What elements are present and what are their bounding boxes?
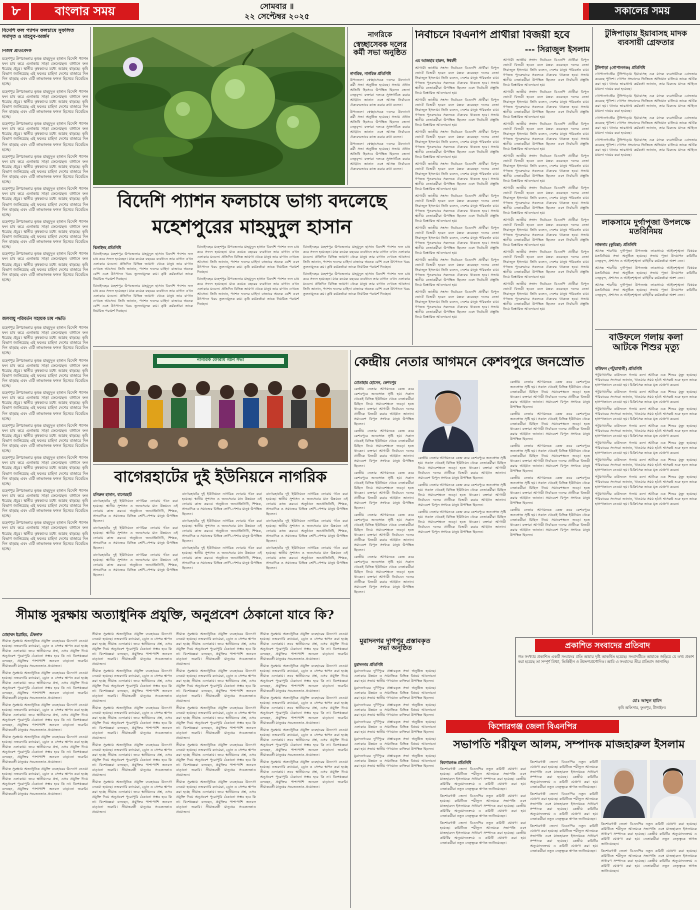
keshabpur-byline: মোতাহার হোসেন, কেশবপুর — [354, 380, 397, 385]
masthead — [0, 0, 700, 24]
nagorik-headline: স্বেচ্ছাসেবক দলের কর্মী সভা অনুষ্ঠিত — [353, 41, 407, 58]
rule-left-col — [90, 27, 91, 595]
kishoreganj-body-col3: কিশোরগঞ্জ জেলা বিএনপির নতুন কমিটি ঘোষণা করা হয়েছে। কমিটিতে শরীফুল আলমকে সভাপতি এবং মাজহারুল ইসলামকে সাধারণ সম্পাদক করা হয়েছে। কেন্দ্রীয় কমিটির অনুমোদনক্রমে এ কমিটি ঘোষণা করা হয়। নেতাকর্মীরা নতুন নেতৃত্বকে স্বাগত জানিয়েছেন। কিশোরগঞ্জ জেলা বিএনপির নতুন কমিটি ঘোষণা করা হয়েছে। কমিটিতে শরীফুল আলমকে সভাপতি এবং মাজহারুল ইসলামকে সাধারণ সম্পাদক করা হয়েছে। কেন্দ্রীয় কমিটির অনুমোদনক্রমে এ কমিটি ঘোষণা করা হয়। নেতাকর্মীরা নতুন নেতৃত্বকে স্বাগত জানিয়েছেন। — [601, 822, 697, 873]
rule-mid-1 — [93, 346, 592, 347]
passion-main-body-col2: ঝিনাইদহের মহেশপুর উপজেলার মাহমুদুল হাসান বিদেশি প্যাশন ফল চাষ করে সফল হয়েছেন। মাত্র কয়েক বছরের ব্যবধানে তার বাগান এখন এলাকার মডেল। প্রতিদিন বিভিন্ন জায়গা থেকে মানুষ তার বাগান দেখতে আসেন। তিনি জানান, প্যাশন ফলের চাহিদা বাজারে অনেক বেশি এবং উৎপাদন খরচ তুলনামূলক কম। কৃষি কর্মকর্তারা তাকে নিয়মিত পরামর্শ দিচ্ছেন। ঝিনাইদহের মহেশপুর উপজেলার মাহমুদুল হাসান বিদেশি প্যাশন ফল চাষ করে সফল হয়েছেন। মাত্র কয়েক বছরের ব্যবধানে তার বাগান এখন এলাকার মডেল। প্রতিদিন বিভিন্ন জায়গা থেকে মানুষ তার বাগান দেখতে আসেন। তিনি জানান, প্যাশন ফলের চাহিদা বাজারে অনেক বেশি এবং উৎপাদন খরচ তুলনামূলক কম। কৃষি কর্মকর্তারা তাকে নিয়মিত পরামর্শ দিচ্ছেন। — [197, 245, 299, 306]
kishoreganj-portrait-secretary — [650, 760, 696, 818]
border-headline: সীমান্ত সুরক্ষায় অত্যাধুনিক প্রযুক্তি, অনুপ্রবেশ ঠেকানো যাবে কি? — [15, 607, 335, 622]
border-body-col2: সীমান্ত সুরক্ষায় অত্যাধুনিক প্রযুক্তি ব্যবহারের উদ্যোগ নেওয়া হয়েছে। নজরদারি ক্যামেরা, ড্রোন ও সেন্সর স্থাপন করা হচ্ছে সীমান্ত এলাকায়। তবে স্থানীয়দের প্রশ্ন, এসব প্রযুক্তি দিয়ে অনুপ্রবেশ পুরোপুরি ঠেকানো সম্ভব হবে কি না। বিশেষজ্ঞরা বলছেন, প্রযুক্তির পাশাপাশি জনবল বাড়ানো জরুরি। সীমান্তবর্তী মানুষের সচেতনতাও প্রয়োজন। সীমান্ত সুরক্ষায় অত্যাধুনিক প্রযুক্তি ব্যবহারের উদ্যোগ নেওয়া হয়েছে। নজরদারি ক্যামেরা, ড্রোন ও সেন্সর স্থাপন করা হচ্ছে সীমান্ত এলাকায়। তবে স্থানীয়দের প্রশ্ন, এসব প্রযুক্তি দিয়ে অনুপ্রবেশ পুরোপুরি ঠেকানো সম্ভব হবে কি না। বিশেষজ্ঞরা বলছেন, প্রযুক্তির পাশাপাশি জনবল বাড়ানো জরুরি। সীমান্তবর্তী মানুষের সচেতনতাও প্রয়োজন। সীমান্ত সুরক্ষায় অত্যাধুনিক প্রযুক্তি ব্যবহারের উদ্যোগ নেওয়া হয়েছে। নজরদারি ক্যামেরা, ড্রোন ও সেন্সর স্থাপন করা হচ্ছে সীমান্ত এলাকায়। তবে স্থানীয়দের প্রশ্ন, এসব প্রযুক্তি দিয়ে অনুপ্রবেশ পুরোপুরি ঠেকানো সম্ভব হবে কি না। বিশেষজ্ঞরা বলছেন, প্রযুক্তির পাশাপাশি জনবল বাড়ানো জরুরি। সীমান্তবর্তী মানুষের সচেতনতাও প্রয়োজন। সীমান্ত সুরক্ষায় অত্যাধুনিক প্রযুক্তি ব্যবহারের উদ্যোগ নেওয়া হয়েছে। নজরদারি ক্যামেরা, ড্রোন ও সেন্সর স্থাপন করা হচ্ছে সীমান্ত এলাকায়। তবে স্থানীয়দের প্রশ্ন, এসব প্রযুক্তি দিয়ে অনুপ্রবেশ পুরোপুরি ঠেকানো সম্ভব হবে কি না। বিশেষজ্ঞরা বলছেন, প্রযুক্তির পাশাপাশি জনবল বাড়ানো জরুরি। সীমান্তবর্তী মানুষের সচেতনতাও প্রয়োজন। সীমান্ত সুরক্ষায় অত্যাধুনিক প্রযুক্তি ব্যবহারের উদ্যোগ নেওয়া হয়েছে। নজরদারি ক্যামেরা, ড্রোন ও সেন্সর স্থাপন করা হচ্ছে সীমান্ত এলাকায়। তবে স্থানীয়দের প্রশ্ন, এসব প্রযুক্তি দিয়ে অনুপ্রবেশ পুরোপুরি ঠেকানো সম্ভব হবে কি না। বিশেষজ্ঞরা বলছেন, প্রযুক্তির পাশাপাশি জনবল বাড়ানো জরুরি। সীমান্তবর্তী মানুষের সচেতনতাও প্রয়োজন। — [92, 632, 172, 814]
keshabpur-body-col2: কেন্দ্রীয় নেতার আগমনকে কেন্দ্র করে কেশবপুরে জনস্রোত সৃষ্টি হয়। সকাল থেকেই বিভিন্ন ইউনিয়ন থেকে নেতাকর্মীরা মিছিল নিয়ে সমাবেশস্থলে জড়ো হতে থাকেন। বক্তারা আগামী নির্বাচনে দলের প্রার্থীকে বিজয়ী করার আহ্বান জানান। সমাবেশে বিপুল সংখ্যক মানুষ উপস্থিত ছিলেন। কেন্দ্রীয় নেতার আগমনকে কেন্দ্র করে কেশবপুরে জনস্রোত সৃষ্টি হয়। সকাল থেকেই বিভিন্ন ইউনিয়ন থেকে নেতাকর্মীরা মিছিল নিয়ে সমাবেশস্থলে জড়ো হতে থাকেন। বক্তারা আগামী নির্বাচনে দলের প্রার্থীকে বিজয়ী করার আহ্বান জানান। সমাবেশে বিপুল সংখ্যক মানুষ উপস্থিত ছিলেন। কেন্দ্রীয় নেতার আগমনকে কেন্দ্র করে কেশবপুরে জনস্রোত সৃষ্টি হয়। সকাল থেকেই বিভিন্ন ইউনিয়ন থেকে নেতাকর্মীরা মিছিল নিয়ে সমাবেশস্থলে জড়ো হতে থাকেন। বক্তারা আগামী নির্বাচনে দলের প্রার্থীকে বিজয়ী করার আহ্বান জানান। সমাবেশে বিপুল সংখ্যক মানুষ উপস্থিত ছিলেন। — [418, 456, 506, 534]
baoful-body: পটুয়াখালীর বাউফলে গলায় কলা আটকে এক শিশুর মৃত্যু হয়েছে। পরিবারের সদস্যরা জানান, খাওয়ার সময় হঠাৎ শ্বাসকষ্ট শুরু হলে তাকে হাসপাতালে নেওয়া হয়। চিকিৎসক তাকে মৃত ঘোষণা করেন। পটুয়াখালীর বাউফলে গলায় কলা আটকে এক শিশুর মৃত্যু হয়েছে। পরিবারের সদস্যরা জানান, খাওয়ার সময় হঠাৎ শ্বাসকষ্ট শুরু হলে তাকে হাসপাতালে নেওয়া হয়। চিকিৎসক তাকে মৃত ঘোষণা করেন। পটুয়াখালীর বাউফলে গলায় কলা আটকে এক শিশুর মৃত্যু হয়েছে। পরিবারের সদস্যরা জানান, খাওয়ার সময় হঠাৎ শ্বাসকষ্ট শুরু হলে তাকে হাসপাতালে নেওয়া হয়। চিকিৎসক তাকে মৃত ঘোষণা করেন। পটুয়াখালীর বাউফলে গলায় কলা আটকে এক শিশুর মৃত্যু হয়েছে। পরিবারের সদস্যরা জানান, খাওয়ার সময় হঠাৎ শ্বাসকষ্ট শুরু হলে তাকে হাসপাতালে নেওয়া হয়। চিকিৎসক তাকে মৃত ঘোষণা করেন। পটুয়াখালীর বাউফলে গলায় কলা আটকে এক শিশুর মৃত্যু হয়েছে। পরিবারের সদস্যরা জানান, খাওয়ার সময় হঠাৎ শ্বাসকষ্ট শুরু হলে তাকে হাসপাতালে নেওয়া হয়। চিকিৎসক তাকে মৃত ঘোষণা করেন। পটুয়াখালীর বাউফলে গলায় কলা আটকে এক শিশুর মৃত্যু হয়েছে। পরিবারের সদস্যরা জানান, খাওয়ার সময় হঠাৎ শ্বাসকষ্ট শুরু হলে তাকে হাসপাতালে নেওয়া হয়। চিকিৎসক তাকে মৃত ঘোষণা করেন। পটুয়াখালীর বাউফলে গলায় কলা আটকে এক শিশুর মৃত্যু হয়েছে। পরিবারের সদস্যরা জানান, খাওয়ার সময় হঠাৎ শ্বাসকষ্ট শুরু হলে তাকে হাসপাতালে নেওয়া হয়। চিকিৎসক তাকে মৃত ঘোষণা করেন। পটুয়াখালীর বাউফলে গলায় কলা আটকে এক শিশুর মৃত্যু হয়েছে। পরিবারের সদস্যরা জানান, খাওয়ার সময় হঠাৎ শ্বাসকষ্ট শুরু হলে তাকে হাসপাতালে নেওয়া হয়। চিকিৎসক তাকে মৃত ঘোষণা করেন। — [595, 373, 697, 506]
border-byline: মোহাম্মদ ইব্রাহিম, টেকনাফ — [2, 632, 43, 637]
election-body-col2: আগামী জাতীয় সংসদ নির্বাচনে বিএনপি প্রার্থীরা বিপুল ভোটে বিজয়ী হবেন বলে মন্তব্য করেছেন দলের নেতা সিরাজুল ইসলাম। তিনি বলেন, দেশের মানুষ পরিবর্তন চায়। গণতন্ত্র পুনরুদ্ধারে সকলকে ঐক্যবদ্ধ থাকতে হবে। সভায় স্থানীয় নেতাকর্মীরা উপস্থিত ছিলেন এবং নির্বাচনী প্রস্তুতি নিয়ে বিস্তারিত আলোচনা হয়। আগামী জাতীয় সংসদ নির্বাচনে বিএনপি প্রার্থীরা বিপুল ভোটে বিজয়ী হবেন বলে মন্তব্য করেছেন দলের নেতা সিরাজুল ইসলাম। তিনি বলেন, দেশের মানুষ পরিবর্তন চায়। গণতন্ত্র পুনরুদ্ধারে সকলকে ঐক্যবদ্ধ থাকতে হবে। সভায় স্থানীয় নেতাকর্মীরা উপস্থিত ছিলেন এবং নির্বাচনী প্রস্তুতি নিয়ে বিস্তারিত আলোচনা হয়। আগামী জাতীয় সংসদ নির্বাচনে বিএনপি প্রার্থীরা বিপুল ভোটে বিজয়ী হবেন বলে মন্তব্য করেছেন দলের নেতা সিরাজুল ইসলাম। তিনি বলেন, দেশের মানুষ পরিবর্তন চায়। গণতন্ত্র পুনরুদ্ধারে সকলকে ঐক্যবদ্ধ থাকতে হবে। সভায় স্থানীয় নেতাকর্মীরা উপস্থিত ছিলেন এবং নির্বাচনী প্রস্তুতি নিয়ে বিস্তারিত আলোচনা হয়। আগামী জাতীয় সংসদ নির্বাচনে বিএনপি প্রার্থীরা বিপুল ভোটে বিজয়ী হবেন বলে মন্তব্য করেছেন দলের নেতা সিরাজুল ইসলাম। তিনি বলেন, দেশের মানুষ পরিবর্তন চায়। গণতন্ত্র পুনরুদ্ধারে সকলকে ঐক্যবদ্ধ থাকতে হবে। সভায় স্থানীয় নেতাকর্মীরা উপস্থিত ছিলেন এবং নির্বাচনী প্রস্তুতি নিয়ে বিস্তারিত আলোচনা হয়। আগামী জাতীয় সংসদ নির্বাচনে বিএনপি প্রার্থীরা বিপুল ভোটে বিজয়ী হবেন বলে মন্তব্য করেছেন দলের নেতা সিরাজুল ইসলাম। তিনি বলেন, দেশের মানুষ পরিবর্তন চায়। গণতন্ত্র পুনরুদ্ধারে সকলকে ঐক্যবদ্ধ থাকতে হবে। সভায় স্থানীয় নেতাকর্মীরা উপস্থিত ছিলেন এবং নির্বাচনী প্রস্তুতি নিয়ে বিস্তারিত আলোচনা হয়। আগামী জাতীয় সংসদ নির্বাচনে বিএনপি প্রার্থীরা বিপুল ভোটে বিজয়ী হবেন বলে মন্তব্য করেছেন দলের নেতা সিরাজুল ইসলাম। তিনি বলেন, দেশের মানুষ পরিবর্তন চায়। গণতন্ত্র পুনরুদ্ধারে সকলকে ঐক্যবদ্ধ থাকতে হবে। সভায় স্থানীয় নেতাকর্মীরা উপস্থিত ছিলেন এবং নির্বাচনী প্রস্তুতি নিয়ে বিস্তারিত আলোচনা হয়। আগামী জাতীয় সংসদ নির্বাচনে বিএনপি প্রার্থীরা বিপুল ভোটে বিজয়ী হবেন বলে মন্তব্য করেছেন দলের নেতা সিরাজুল ইসলাম। তিনি বলেন, দেশের মানুষ পরিবর্তন চায়। গণতন্ত্র পুনরুদ্ধারে সকলকে ঐক্যবদ্ধ থাকতে হবে। সভায় স্থানীয় নেতাকর্মীরা উপস্থিত ছিলেন এবং নির্বাচনী প্রস্তুতি নিয়ে বিস্তারিত আলোচনা হয়। আগামী জাতীয় সংসদ নির্বাচনে বিএনপি প্রার্থীরা বিপুল ভোটে বিজয়ী হবেন বলে মন্তব্য করেছেন দলের নেতা সিরাজুল ইসলাম। তিনি বলেন, দেশের মানুষ পরিবর্তন চায়। গণতন্ত্র পুনরুদ্ধারে সকলকে ঐক্যবদ্ধ থাকতে হবে। সভায় স্থানীয় নেতাকর্মীরা উপস্থিত ছিলেন এবং নির্বাচনী প্রস্তুতি নিয়ে বিস্তারিত আলোচনা হয়। — [503, 58, 589, 311]
durga-headline: লাকসামে দুর্গাপূজা উপলক্ষে মতবিনিময় — [601, 218, 691, 236]
passion-main-headline-2: মহেশপুরের মাহমুদুল হাসান — [152, 216, 352, 238]
page-number: ৮ — [3, 3, 29, 20]
masthead-date: ২২ সেপ্টেম্বর ২০২৫ — [244, 12, 310, 21]
election-body-col1: আগামী জাতীয় সংসদ নির্বাচনে বিএনপি প্রার্থীরা বিপুল ভোটে বিজয়ী হবেন বলে মন্তব্য করেছেন দলের নেতা সিরাজুল ইসলাম। তিনি বলেন, দেশের মানুষ পরিবর্তন চায়। গণতন্ত্র পুনরুদ্ধারে সকলকে ঐক্যবদ্ধ থাকতে হবে। সভায় স্থানীয় নেতাকর্মীরা উপস্থিত ছিলেন এবং নির্বাচনী প্রস্তুতি নিয়ে বিস্তারিত আলোচনা হয়। আগামী জাতীয় সংসদ নির্বাচনে বিএনপি প্রার্থীরা বিপুল ভোটে বিজয়ী হবেন বলে মন্তব্য করেছেন দলের নেতা সিরাজুল ইসলাম। তিনি বলেন, দেশের মানুষ পরিবর্তন চায়। গণতন্ত্র পুনরুদ্ধারে সকলকে ঐক্যবদ্ধ থাকতে হবে। সভায় স্থানীয় নেতাকর্মীরা উপস্থিত ছিলেন এবং নির্বাচনী প্রস্তুতি নিয়ে বিস্তারিত আলোচনা হয়। আগামী জাতীয় সংসদ নির্বাচনে বিএনপি প্রার্থীরা বিপুল ভোটে বিজয়ী হবেন বলে মন্তব্য করেছেন দলের নেতা সিরাজুল ইসলাম। তিনি বলেন, দেশের মানুষ পরিবর্তন চায়। গণতন্ত্র পুনরুদ্ধারে সকলকে ঐক্যবদ্ধ থাকতে হবে। সভায় স্থানীয় নেতাকর্মীরা উপস্থিত ছিলেন এবং নির্বাচনী প্রস্তুতি নিয়ে বিস্তারিত আলোচনা হয়। আগামী জাতীয় সংসদ নির্বাচনে বিএনপি প্রার্থীরা বিপুল ভোটে বিজয়ী হবেন বলে মন্তব্য করেছেন দলের নেতা সিরাজুল ইসলাম। তিনি বলেন, দেশের মানুষ পরিবর্তন চায়। গণতন্ত্র পুনরুদ্ধারে সকলকে ঐক্যবদ্ধ থাকতে হবে। সভায় স্থানীয় নেতাকর্মীরা উপস্থিত ছিলেন এবং নির্বাচনী প্রস্তুতি নিয়ে বিস্তারিত আলোচনা হয়। আগামী জাতীয় সংসদ নির্বাচনে বিএনপি প্রার্থীরা বিপুল ভোটে বিজয়ী হবেন বলে মন্তব্য করেছেন দলের নেতা সিরাজুল ইসলাম। তিনি বলেন, দেশের মানুষ পরিবর্তন চায়। গণতন্ত্র পুনরুদ্ধারে সকলকে ঐক্যবদ্ধ থাকতে হবে। সভায় স্থানীয় নেতাকর্মীরা উপস্থিত ছিলেন এবং নির্বাচনী প্রস্তুতি নিয়ে বিস্তারিত আলোচনা হয়। আগামী জাতীয় সংসদ নির্বাচনে বিএনপি প্রার্থীরা বিপুল ভোটে বিজয়ী হবেন বলে মন্তব্য করেছেন দলের নেতা সিরাজুল ইসলাম। তিনি বলেন, দেশের মানুষ পরিবর্তন চায়। গণতন্ত্র পুনরুদ্ধারে সকলকে ঐক্যবদ্ধ থাকতে হবে। সভায় স্থানীয় নেতাকর্মীরা উপস্থিত ছিলেন এবং নির্বাচনী প্রস্তুতি নিয়ে বিস্তারিত আলোচনা হয়। আগামী জাতীয় সংসদ নির্বাচনে বিএনপি প্রার্থীরা বিপুল ভোটে বিজয়ী হবেন বলে মন্তব্য করেছেন দলের নেতা সিরাজুল ইসলাম। তিনি বলেন, দেশের মানুষ পরিবর্তন চায়। গণতন্ত্র পুনরুদ্ধারে সকলকে ঐক্যবদ্ধ থাকতে হবে। সভায় স্থানীয় নেতাকর্মীরা উপস্থিত ছিলেন এবং নির্বাচনী প্রস্তুতি নিয়ে বিস্তারিত আলোচনা হয়। আগামী জাতীয় সংসদ নির্বাচনে বিএনপি প্রার্থীরা বিপুল ভোটে বিজয়ী হবেন বলে মন্তব্য করেছেন দলের নেতা সিরাজুল ইসলাম। তিনি বলেন, দেশের মানুষ পরিবর্তন চায়। গণতন্ত্র পুনরুদ্ধারে সকলকে ঐক্যবদ্ধ থাকতে হবে। সভায় স্থানীয় নেতাকর্মীরা উপস্থিত ছিলেন এবং নির্বাচনী প্রস্তুতি নিয়ে বিস্তারিত আলোচনা হয়। — [415, 66, 499, 319]
murad-headline: মুরাদনগর দুর্গিপুর প্রস্তাবকৃত সভা অনুষ্ঠিত — [359, 638, 431, 653]
durga-byline: লাকসাম (কুমিল্লা) প্রতিনিধি — [595, 242, 637, 247]
election-headline: নির্বাচনে বিএনপি প্রার্থীরা বিজয়ী হবে — [415, 30, 570, 41]
baoful-headline: বাউফলে গলায় কলা আটকে শিশুর মৃত্যু — [609, 333, 683, 354]
kishoreganj-headline: সভাপতি শরীফুল আলম, সম্পাদক মাজহারুল ইসলাম — [453, 738, 685, 751]
masthead-day: সোমবার ॥ — [260, 2, 294, 11]
baoful-byline: বাউফল (পটুয়াখালী) প্রতিনিধি — [595, 366, 642, 371]
logo: সকালের সময় — [583, 3, 696, 20]
passion-side-headline: বিদেশি ফল প্যাশন ফলচাষে সুফলিত সমাদৃত ও মাহবুব-অর্জন — [2, 28, 74, 41]
keshabpur-headline: কেন্দ্রীয় নেতার আগমনে কেশবপুরে জনস্রোত — [354, 355, 585, 370]
masthead-rule — [0, 24, 700, 25]
nagorik-kicker: নাগরিকে — [367, 31, 393, 39]
border-body-col1: সীমান্ত সুরক্ষায় অত্যাধুনিক প্রযুক্তি ব্যবহারের উদ্যোগ নেওয়া হয়েছে। নজরদারি ক্যামেরা, ড্রোন ও সেন্সর স্থাপন করা হচ্ছে সীমান্ত এলাকায়। তবে স্থানীয়দের প্রশ্ন, এসব প্রযুক্তি দিয়ে অনুপ্রবেশ পুরোপুরি ঠেকানো সম্ভব হবে কি না। বিশেষজ্ঞরা বলছেন, প্রযুক্তির পাশাপাশি জনবল বাড়ানো জরুরি। সীমান্তবর্তী মানুষের সচেতনতাও প্রয়োজন। সীমান্ত সুরক্ষায় অত্যাধুনিক প্রযুক্তি ব্যবহারের উদ্যোগ নেওয়া হয়েছে। নজরদারি ক্যামেরা, ড্রোন ও সেন্সর স্থাপন করা হচ্ছে সীমান্ত এলাকায়। তবে স্থানীয়দের প্রশ্ন, এসব প্রযুক্তি দিয়ে অনুপ্রবেশ পুরোপুরি ঠেকানো সম্ভব হবে কি না। বিশেষজ্ঞরা বলছেন, প্রযুক্তির পাশাপাশি জনবল বাড়ানো জরুরি। সীমান্তবর্তী মানুষের সচেতনতাও প্রয়োজন। সীমান্ত সুরক্ষায় অত্যাধুনিক প্রযুক্তি ব্যবহারের উদ্যোগ নেওয়া হয়েছে। নজরদারি ক্যামেরা, ড্রোন ও সেন্সর স্থাপন করা হচ্ছে সীমান্ত এলাকায়। তবে স্থানীয়দের প্রশ্ন, এসব প্রযুক্তি দিয়ে অনুপ্রবেশ পুরোপুরি ঠেকানো সম্ভব হবে কি না। বিশেষজ্ঞরা বলছেন, প্রযুক্তির পাশাপাশি জনবল বাড়ানো জরুরি। সীমান্তবর্তী মানুষের সচেতনতাও প্রয়োজন। সীমান্ত সুরক্ষায় অত্যাধুনিক প্রযুক্তি ব্যবহারের উদ্যোগ নেওয়া হয়েছে। নজরদারি ক্যামেরা, ড্রোন ও সেন্সর স্থাপন করা হচ্ছে সীমান্ত এলাকায়। তবে স্থানীয়দের প্রশ্ন, এসব প্রযুক্তি দিয়ে অনুপ্রবেশ পুরোপুরি ঠেকানো সম্ভব হবে কি না। বিশেষজ্ঞরা বলছেন, প্রযুক্তির পাশাপাশি জনবল বাড়ানো জরুরি। সীমান্তবর্তী মানুষের সচেতনতাও প্রয়োজন। সীমান্ত সুরক্ষায় অত্যাধুনিক প্রযুক্তি ব্যবহারের উদ্যোগ নেওয়া হয়েছে। নজরদারি ক্যামেরা, ড্রোন ও সেন্সর স্থাপন করা হচ্ছে সীমান্ত এলাকায়। তবে স্থানীয়দের প্রশ্ন, এসব প্রযুক্তি দিয়ে অনুপ্রবেশ পুরোপুরি ঠেকানো সম্ভব হবে কি না। বিশেষজ্ঞরা বলছেন, প্রযুক্তির পাশাপাশি জনবল বাড়ানো জরুরি। সীমান্তবর্তী মানুষের সচেতনতাও প্রয়োজন। — [2, 639, 88, 796]
bagerhat-body-col2: বাগেরহাটের দুই ইউনিয়নে নাগরিক ফোরাম গঠন করা হয়েছে। স্থানীয় সুশাসন ও জনসেবার মান উন্নয়নে এই ফোরাম কাজ করবে। অনুষ্ঠানে জনপ্রতিনিধি, শিক্ষক, সাংবাদিক ও সমাজের বিভিন্ন শ্রেণি-পেশার মানুষ উপস্থিত ছিলেন। বাগেরহাটের দুই ইউনিয়নে নাগরিক ফোরাম গঠন করা হয়েছে। স্থানীয় সুশাসন ও জনসেবার মান উন্নয়নে এই ফোরাম কাজ করবে। অনুষ্ঠানে জনপ্রতিনিধি, শিক্ষক, সাংবাদিক ও সমাজের বিভিন্ন শ্রেণি-পেশার মানুষ উপস্থিত ছিলেন। বাগেরহাটের দুই ইউনিয়নে নাগরিক ফোরাম গঠন করা হয়েছে। স্থানীয় সুশাসন ও জনসেবার মান উন্নয়নে এই ফোরাম কাজ করবে। অনুষ্ঠানে জনপ্রতিনিধি, শিক্ষক, সাংবাদিক ও সমাজের বিভিন্ন শ্রেণি-পেশার মানুষ উপস্থিত ছিলেন। — [182, 492, 262, 570]
rule-col-3 — [412, 27, 413, 345]
rule-col-4 — [592, 27, 593, 635]
border-body-col3: সীমান্ত সুরক্ষায় অত্যাধুনিক প্রযুক্তি ব্যবহারের উদ্যোগ নেওয়া হয়েছে। নজরদারি ক্যামেরা, ড্রোন ও সেন্সর স্থাপন করা হচ্ছে সীমান্ত এলাকায়। তবে স্থানীয়দের প্রশ্ন, এসব প্রযুক্তি দিয়ে অনুপ্রবেশ পুরোপুরি ঠেকানো সম্ভব হবে কি না। বিশেষজ্ঞরা বলছেন, প্রযুক্তির পাশাপাশি জনবল বাড়ানো জরুরি। সীমান্তবর্তী মানুষের সচেতনতাও প্রয়োজন। সীমান্ত সুরক্ষায় অত্যাধুনিক প্রযুক্তি ব্যবহারের উদ্যোগ নেওয়া হয়েছে। নজরদারি ক্যামেরা, ড্রোন ও সেন্সর স্থাপন করা হচ্ছে সীমান্ত এলাকায়। তবে স্থানীয়দের প্রশ্ন, এসব প্রযুক্তি দিয়ে অনুপ্রবেশ পুরোপুরি ঠেকানো সম্ভব হবে কি না। বিশেষজ্ঞরা বলছেন, প্রযুক্তির পাশাপাশি জনবল বাড়ানো জরুরি। সীমান্তবর্তী মানুষের সচেতনতাও প্রয়োজন। সীমান্ত সুরক্ষায় অত্যাধুনিক প্রযুক্তি ব্যবহারের উদ্যোগ নেওয়া হয়েছে। নজরদারি ক্যামেরা, ড্রোন ও সেন্সর স্থাপন করা হচ্ছে সীমান্ত এলাকায়। তবে স্থানীয়দের প্রশ্ন, এসব প্রযুক্তি দিয়ে অনুপ্রবেশ পুরোপুরি ঠেকানো সম্ভব হবে কি না। বিশেষজ্ঞরা বলছেন, প্রযুক্তির পাশাপাশি জনবল বাড়ানো জরুরি। সীমান্তবর্তী মানুষের সচেতনতাও প্রয়োজন। সীমান্ত সুরক্ষায় অত্যাধুনিক প্রযুক্তি ব্যবহারের উদ্যোগ নেওয়া হয়েছে। নজরদারি ক্যামেরা, ড্রোন ও সেন্সর স্থাপন করা হচ্ছে সীমান্ত এলাকায়। তবে স্থানীয়দের প্রশ্ন, এসব প্রযুক্তি দিয়ে অনুপ্রবেশ পুরোপুরি ঠেকানো সম্ভব হবে কি না। বিশেষজ্ঞরা বলছেন, প্রযুক্তির পাশাপাশি জনবল বাড়ানো জরুরি। সীমান্তবর্তী মানুষের সচেতনতাও প্রয়োজন। সীমান্ত সুরক্ষায় অত্যাধুনিক প্রযুক্তি ব্যবহারের উদ্যোগ নেওয়া হয়েছে। নজরদারি ক্যামেরা, ড্রোন ও সেন্সর স্থাপন করা হচ্ছে সীমান্ত এলাকায়। তবে স্থানীয়দের প্রশ্ন, এসব প্রযুক্তি দিয়ে অনুপ্রবেশ পুরোপুরি ঠেকানো সম্ভব হবে কি না। বিশেষজ্ঞরা বলছেন, প্রযুক্তির পাশাপাশি জনবল বাড়ানো জরুরি। সীমান্তবর্তী মানুষের সচেতনতাও প্রয়োজন। — [176, 632, 256, 814]
rule-passion-top — [93, 187, 411, 188]
election-byline: এম আজহার হারুন, ঈশ্বরদী — [415, 58, 457, 63]
bagerhat-banner-text: নাগরিক ফোরাম গঠন সভা — [197, 358, 244, 363]
rule-keshab — [350, 350, 351, 650]
protest-banner: প্রকাশিত সংবাদের প্রতিবাদ — [535, 639, 680, 652]
rule-murad — [350, 650, 351, 908]
kishoreganj-banner: কিশোরগঞ্জ জেলা বিএনপির — [446, 720, 619, 733]
passion-main-headline-1: বিদেশি প্যাশন ফলচাষে ভাগ্য বদলেছে — [117, 191, 387, 212]
tungipara-headline: টুঙ্গিপাড়ায় ইয়াবাসহ মাদক ব্যবসায়ী গ্রেফতার — [604, 29, 688, 47]
passion-main-body-col1: ঝিনাইদহের মহেশপুর উপজেলার মাহমুদুল হাসান বিদেশি প্যাশন ফল চাষ করে সফল হয়েছেন। মাত্র কয়েক বছরের ব্যবধানে তার বাগান এখন এলাকার মডেল। প্রতিদিন বিভিন্ন জায়গা থেকে মানুষ তার বাগান দেখতে আসেন। তিনি জানান, প্যাশন ফলের চাহিদা বাজারে অনেক বেশি এবং উৎপাদন খরচ তুলনামূলক কম। কৃষি কর্মকর্তারা তাকে নিয়মিত পরামর্শ দিচ্ছেন। ঝিনাইদহের মহেশপুর উপজেলার মাহমুদুল হাসান বিদেশি প্যাশন ফল চাষ করে সফল হয়েছেন। মাত্র কয়েক বছরের ব্যবধানে তার বাগান এখন এলাকার মডেল। প্রতিদিন বিভিন্ন জায়গা থেকে মানুষ তার বাগান দেখতে আসেন। তিনি জানান, প্যাশন ফলের চাহিদা বাজারে অনেক বেশি এবং উৎপাদন খরচ তুলনামূলক কম। কৃষি কর্মকর্তারা তাকে নিয়মিত পরামর্শ দিচ্ছেন। — [93, 252, 193, 313]
passion-main-byline: ঝিনাইদহ প্রতিনিধি — [93, 245, 121, 250]
murad-body: মুরাদনগরের দুর্গিপুরে প্রস্তাবকৃত সভা অনুষ্ঠিত হয়েছে। এলাকার উন্নয়ন ও সামাজিক বিভিন্ন বিষয়ে আলোচনা করা হয়। সভায় স্থানীয় গণ্যমান্য ব্যক্তিরা উপস্থিত ছিলেন। মুরাদনগরের দুর্গিপুরে প্রস্তাবকৃত সভা অনুষ্ঠিত হয়েছে। এলাকার উন্নয়ন ও সামাজিক বিভিন্ন বিষয়ে আলোচনা করা হয়। সভায় স্থানীয় গণ্যমান্য ব্যক্তিরা উপস্থিত ছিলেন। মুরাদনগরের দুর্গিপুরে প্রস্তাবকৃত সভা অনুষ্ঠিত হয়েছে। এলাকার উন্নয়ন ও সামাজিক বিভিন্ন বিষয়ে আলোচনা করা হয়। সভায় স্থানীয় গণ্যমান্য ব্যক্তিরা উপস্থিত ছিলেন। মুরাদনগরের দুর্গিপুরে প্রস্তাবকৃত সভা অনুষ্ঠিত হয়েছে। এলাকার উন্নয়ন ও সামাজিক বিভিন্ন বিষয়ে আলোচনা করা হয়। সভায় স্থানীয় গণ্যমান্য ব্যক্তিরা উপস্থিত ছিলেন। মুরাদনগরের দুর্গিপুরে প্রস্তাবকৃত সভা অনুষ্ঠিত হয়েছে। এলাকার উন্নয়ন ও সামাজিক বিভিন্ন বিষয়ে আলোচনা করা হয়। সভায় স্থানীয় গণ্যমান্য ব্যক্তিরা উপস্থিত ছিলেন। মুরাদনগরের দুর্গিপুরে প্রস্তাবকৃত সভা অনুষ্ঠিত হয়েছে। এলাকার উন্নয়ন ও সামাজিক বিভিন্ন বিষয়ে আলোচনা করা হয়। সভায় স্থানীয় গণ্যমান্য ব্যক্তিরা উপস্থিত ছিলেন। — [354, 669, 436, 768]
nagorik-byline: নাগরিক, নাগরিক প্রতিনিধি — [350, 71, 391, 76]
border-body-col4: সীমান্ত সুরক্ষায় অত্যাধুনিক প্রযুক্তি ব্যবহারের উদ্যোগ নেওয়া হয়েছে। নজরদারি ক্যামেরা, ড্রোন ও সেন্সর স্থাপন করা হচ্ছে সীমান্ত এলাকায়। তবে স্থানীয়দের প্রশ্ন, এসব প্রযুক্তি দিয়ে অনুপ্রবেশ পুরোপুরি ঠেকানো সম্ভব হবে কি না। বিশেষজ্ঞরা বলছেন, প্রযুক্তির পাশাপাশি জনবল বাড়ানো জরুরি। সীমান্তবর্তী মানুষের সচেতনতাও প্রয়োজন। সীমান্ত সুরক্ষায় অত্যাধুনিক প্রযুক্তি ব্যবহারের উদ্যোগ নেওয়া হয়েছে। নজরদারি ক্যামেরা, ড্রোন ও সেন্সর স্থাপন করা হচ্ছে সীমান্ত এলাকায়। তবে স্থানীয়দের প্রশ্ন, এসব প্রযুক্তি দিয়ে অনুপ্রবেশ পুরোপুরি ঠেকানো সম্ভব হবে কি না। বিশেষজ্ঞরা বলছেন, প্রযুক্তির পাশাপাশি জনবল বাড়ানো জরুরি। সীমান্তবর্তী মানুষের সচেতনতাও প্রয়োজন। সীমান্ত সুরক্ষায় অত্যাধুনিক প্রযুক্তি ব্যবহারের উদ্যোগ নেওয়া হয়েছে। নজরদারি ক্যামেরা, ড্রোন ও সেন্সর স্থাপন করা হচ্ছে সীমান্ত এলাকায়। তবে স্থানীয়দের প্রশ্ন, এসব প্রযুক্তি দিয়ে অনুপ্রবেশ পুরোপুরি ঠেকানো সম্ভব হবে কি না। বিশেষজ্ঞরা বলছেন, প্রযুক্তির পাশাপাশি জনবল বাড়ানো জরুরি। সীমান্তবর্তী মানুষের সচেতনতাও প্রয়োজন। সীমান্ত সুরক্ষায় অত্যাধুনিক প্রযুক্তি ব্যবহারের উদ্যোগ নেওয়া হয়েছে। নজরদারি ক্যামেরা, ড্রোন ও সেন্সর স্থাপন করা হচ্ছে সীমান্ত এলাকায়। তবে স্থানীয়দের প্রশ্ন, এসব প্রযুক্তি দিয়ে অনুপ্রবেশ পুরোপুরি ঠেকানো সম্ভব হবে কি না। বিশেষজ্ঞরা বলছেন, প্রযুক্তির পাশাপাশি জনবল বাড়ানো জরুরি। সীমান্তবর্তী মানুষের সচেতনতাও প্রয়োজন। সীমান্ত সুরক্ষায় অত্যাধুনিক প্রযুক্তি ব্যবহারের উদ্যোগ নেওয়া হয়েছে। নজরদারি ক্যামেরা, ড্রোন ও সেন্সর স্থাপন করা হচ্ছে সীমান্ত এলাকায়। তবে স্থানীয়দের প্রশ্ন, এসব প্রযুক্তি দিয়ে অনুপ্রবেশ পুরোপুরি ঠেকানো সম্ভব হবে কি না। বিশেষজ্ঞরা বলছেন, প্রযুক্তির পাশাপাশি জনবল বাড়ানো জরুরি। সীমান্তবর্তী মানুষের সচেতনতাও প্রয়োজন। — [260, 632, 348, 789]
rule-col-2 — [347, 27, 348, 185]
bagerhat-photo — [93, 350, 348, 462]
rule-right-2 — [595, 329, 697, 330]
passion-side-byline: নিজস্ব প্রতিবেদক — [2, 49, 32, 54]
kishoreganj-byline: কিশোরগঞ্জ প্রতিনিধি — [440, 760, 472, 765]
protest-sign-title: কৃষি অফিসার, ফুলপুর, টাঙ্গাইল। — [618, 705, 666, 710]
kishoreganj-portrait-president — [601, 760, 647, 818]
bagerhat-byline: মনিরুল হাসান, বাগেরহাট — [93, 492, 132, 497]
rule-border-top — [2, 598, 350, 599]
election-speaker: --- সিরাজুল ইসলাম — [524, 45, 590, 54]
passion-side-body-2: মহেশপুর উপজেলার কৃষক মাহমুদুল হাসান বিদেশি প্যাশন ফল চাষ করে এলাকায় সাড়া ফেলেছেন। বাগানে ফল ধরেছে প্রচুর। স্থানীয় কৃষকদের মধ্যে আগ্রহ বাড়ছে। কৃষি বিভাগ জানিয়েছে এই ফলের চাহিদা দেশের বাজারে দিন দিন বাড়ছে এবং এটি লাভজনক ফসল হিসেবে বিবেচিত হচ্ছে। মহেশপুর উপজেলার কৃষক মাহমুদুল হাসান বিদেশি প্যাশন ফল চাষ করে এলাকায় সাড়া ফেলেছেন। বাগানে ফল ধরেছে প্রচুর। স্থানীয় কৃষকদের মধ্যে আগ্রহ বাড়ছে। কৃষি বিভাগ জানিয়েছে এই ফলের চাহিদা দেশের বাজারে দিন দিন বাড়ছে এবং এটি লাভজনক ফসল হিসেবে বিবেচিত হচ্ছে। মহেশপুর উপজেলার কৃষক মাহমুদুল হাসান বিদেশি প্যাশন ফল চাষ করে এলাকায় সাড়া ফেলেছেন। বাগানে ফল ধরেছে প্রচুর। স্থানীয় কৃষকদের মধ্যে আগ্রহ বাড়ছে। কৃষি বিভাগ জানিয়েছে এই ফলের চাহিদা দেশের বাজারে দিন দিন বাড়ছে এবং এটি লাভজনক ফসল হিসেবে বিবেচিত হচ্ছে। মহেশপুর উপজেলার কৃষক মাহমুদুল হাসান বিদেশি প্যাশন ফল চাষ করে এলাকায় সাড়া ফেলেছেন। বাগানে ফল ধরেছে প্রচুর। স্থানীয় কৃষকদের মধ্যে আগ্রহ বাড়ছে। কৃষি বিভাগ জানিয়েছে এই ফলের চাহিদা দেশের বাজারে দিন দিন বাড়ছে এবং এটি লাভজনক ফসল হিসেবে বিবেচিত হচ্ছে। মহেশপুর উপজেলার কৃষক মাহমুদুল হাসান বিদেশি প্যাশন ফল চাষ করে এলাকায় সাড়া ফেলেছেন। বাগানে ফল ধরেছে প্রচুর। স্থানীয় কৃষকদের মধ্যে আগ্রহ বাড়ছে। কৃষি বিভাগ জানিয়েছে এই ফলের চাহিদা দেশের বাজারে দিন দিন বাড়ছে এবং এটি লাভজনক ফসল হিসেবে বিবেচিত হচ্ছে। মহেশপুর উপজেলার কৃষক মাহমুদুল হাসান বিদেশি প্যাশন ফল চাষ করে এলাকায় সাড়া ফেলেছেন। বাগানে ফল ধরেছে প্রচুর। স্থানীয় কৃষকদের মধ্যে আগ্রহ বাড়ছে। কৃষি বিভাগ জানিয়েছে এই ফলের চাহিদা দেশের বাজারে দিন দিন বাড়ছে এবং এটি লাভজনক ফসল হিসেবে বিবেচিত হচ্ছে। মহেশপুর উপজেলার কৃষক মাহমুদুল হাসান বিদেশি প্যাশন ফল চাষ করে এলাকায় সাড়া ফেলেছেন। বাগানে ফল ধরেছে প্রচুর। স্থানীয় কৃষকদের মধ্যে আগ্রহ বাড়ছে। কৃষি বিভাগ জানিয়েছে এই ফলের চাহিদা দেশের বাজারে দিন দিন বাড়ছে এবং এটি লাভজনক ফসল হিসেবে বিবেচিত হচ্ছে। — [2, 325, 88, 551]
tungipara-body: গোপালগঞ্জের টুঙ্গিপাড়ায় ইয়াবাসহ এক মাদক ব্যবসায়ীকে গ্রেফতার করেছে পুলিশ। গোপন সংবাদের ভিত্তিতে অভিযান চালিয়ে তাকে আটক করা হয়। থানার ভারপ্রাপ্ত কর্মকর্তা জানান, তার বিরুদ্ধে মাদক আইনে মামলা দায়ের করা হয়েছে। গোপালগঞ্জের টুঙ্গিপাড়ায় ইয়াবাসহ এক মাদক ব্যবসায়ীকে গ্রেফতার করেছে পুলিশ। গোপন সংবাদের ভিত্তিতে অভিযান চালিয়ে তাকে আটক করা হয়। থানার ভারপ্রাপ্ত কর্মকর্তা জানান, তার বিরুদ্ধে মাদক আইনে মামলা দায়ের করা হয়েছে। গোপালগঞ্জের টুঙ্গিপাড়ায় ইয়াবাসহ এক মাদক ব্যবসায়ীকে গ্রেফতার করেছে পুলিশ। গোপন সংবাদের ভিত্তিতে অভিযান চালিয়ে তাকে আটক করা হয়। থানার ভারপ্রাপ্ত কর্মকর্তা জানান, তার বিরুদ্ধে মাদক আইনে মামলা দায়ের করা হয়েছে। গোপালগঞ্জের টুঙ্গিপাড়ায় ইয়াবাসহ এক মাদক ব্যবসায়ীকে গ্রেফতার করেছে পুলিশ। গোপন সংবাদের ভিত্তিতে অভিযান চালিয়ে তাকে আটক করা হয়। থানার ভারপ্রাপ্ত কর্মকর্তা জানান, তার বিরুদ্ধে মাদক আইনে মামলা দায়ের করা হয়েছে। — [595, 72, 697, 157]
durga-body: আসন্ন শারদীয় দুর্গাপূজা উপলক্ষে লাকসামে আইনশৃঙ্খলা বিষয়ক মতবিনিময় সভা অনুষ্ঠিত হয়েছে। সভায় পূজা উদযাপন কমিটির নেতৃবৃন্দ, প্রশাসন ও আইনশৃঙ্খলা বাহিনীর কর্মকর্তারা অংশ নেন। আসন্ন শারদীয় দুর্গাপূজা উপলক্ষে লাকসামে আইনশৃঙ্খলা বিষয়ক মতবিনিময় সভা অনুষ্ঠিত হয়েছে। সভায় পূজা উদযাপন কমিটির নেতৃবৃন্দ, প্রশাসন ও আইনশৃঙ্খলা বাহিনীর কর্মকর্তারা অংশ নেন। আসন্ন শারদীয় দুর্গাপূজা উপলক্ষে লাকসামে আইনশৃঙ্খলা বিষয়ক মতবিনিময় সভা অনুষ্ঠিত হয়েছে। সভায় পূজা উদযাপন কমিটির নেতৃবৃন্দ, প্রশাসন ও আইনশৃঙ্খলা বাহিনীর কর্মকর্তারা অংশ নেন। — [595, 249, 697, 297]
protest-body: গত সংখ্যায় প্রকাশিত একটি সংবাদের প্রতি আমার দৃষ্টি আকর্ষিত হয়েছে। সংবাদটিতে আমাকে জড়িয়ে যে তথ্য প্রকাশ করা হয়েছে তা সম্পূর্ণ মিথ্যা, ভিত্তিহীন ও উদ্দেশ্যপ্রণোদিত। আমি এ সংবাদের তীব্র প্রতিবাদ জানাচ্ছি। — [518, 654, 694, 665]
passion-side-body: মহেশপুর উপজেলার কৃষক মাহমুদুল হাসান বিদেশি প্যাশন ফল চাষ করে এলাকায় সাড়া ফেলেছেন। বাগানে ফল ধরেছে প্রচুর। স্থানীয় কৃষকদের মধ্যে আগ্রহ বাড়ছে। কৃষি বিভাগ জানিয়েছে এই ফলের চাহিদা দেশের বাজারে দিন দিন বাড়ছে এবং এটি লাভজনক ফসল হিসেবে বিবেচিত হচ্ছে। মহেশপুর উপজেলার কৃষক মাহমুদুল হাসান বিদেশি প্যাশন ফল চাষ করে এলাকায় সাড়া ফেলেছেন। বাগানে ফল ধরেছে প্রচুর। স্থানীয় কৃষকদের মধ্যে আগ্রহ বাড়ছে। কৃষি বিভাগ জানিয়েছে এই ফলের চাহিদা দেশের বাজারে দিন দিন বাড়ছে এবং এটি লাভজনক ফসল হিসেবে বিবেচিত হচ্ছে। মহেশপুর উপজেলার কৃষক মাহমুদুল হাসান বিদেশি প্যাশন ফল চাষ করে এলাকায় সাড়া ফেলেছেন। বাগানে ফল ধরেছে প্রচুর। স্থানীয় কৃষকদের মধ্যে আগ্রহ বাড়ছে। কৃষি বিভাগ জানিয়েছে এই ফলের চাহিদা দেশের বাজারে দিন দিন বাড়ছে এবং এটি লাভজনক ফসল হিসেবে বিবেচিত হচ্ছে। মহেশপুর উপজেলার কৃষক মাহমুদুল হাসান বিদেশি প্যাশন ফল চাষ করে এলাকায় সাড়া ফেলেছেন। বাগানে ফল ধরেছে প্রচুর। স্থানীয় কৃষকদের মধ্যে আগ্রহ বাড়ছে। কৃষি বিভাগ জানিয়েছে এই ফলের চাহিদা দেশের বাজারে দিন দিন বাড়ছে এবং এটি লাভজনক ফসল হিসেবে বিবেচিত হচ্ছে। মহেশপুর উপজেলার কৃষক মাহমুদুল হাসান বিদেশি প্যাশন ফল চাষ করে এলাকায় সাড়া ফেলেছেন। বাগানে ফল ধরেছে প্রচুর। স্থানীয় কৃষকদের মধ্যে আগ্রহ বাড়ছে। কৃষি বিভাগ জানিয়েছে এই ফলের চাহিদা দেশের বাজারে দিন দিন বাড়ছে এবং এটি লাভজনক ফসল হিসেবে বিবেচিত হচ্ছে। মহেশপুর উপজেলার কৃষক মাহমুদুল হাসান বিদেশি প্যাশন ফল চাষ করে এলাকায় সাড়া ফেলেছেন। বাগানে ফল ধরেছে প্রচুর। স্থানীয় কৃষকদের মধ্যে আগ্রহ বাড়ছে। কৃষি বিভাগ জানিয়েছে এই ফলের চাহিদা দেশের বাজারে দিন দিন বাড়ছে এবং এটি লাভজনক ফসল হিসেবে বিবেচিত হচ্ছে। মহেশপুর উপজেলার কৃষক মাহমুদুল হাসান বিদেশি প্যাশন ফল চাষ করে এলাকায় সাড়া ফেলেছেন। বাগানে ফল ধরেছে প্রচুর। স্থানীয় কৃষকদের মধ্যে আগ্রহ বাড়ছে। কৃষি বিভাগ জানিয়েছে এই ফলের চাহিদা দেশের বাজারে দিন দিন বাড়ছে এবং এটি লাভজনক ফসল হিসেবে বিবেচিত হচ্ছে। — [2, 56, 88, 282]
passion-fruit-photo — [93, 27, 345, 185]
murad-byline: মুরাদনগর প্রতিনিধি — [354, 662, 383, 667]
bagerhat-headline: বাগেরহাটের দুই ইউনিয়নে নাগরিক — [114, 467, 327, 486]
section-title: বাংলার সময় — [31, 3, 139, 20]
tungipara-byline: টুঙ্গিপাড়া (গোপালগঞ্জ) প্রতিনিধি — [595, 65, 645, 70]
bagerhat-body-col3: বাগেরহাটের দুই ইউনিয়নে নাগরিক ফোরাম গঠন করা হয়েছে। স্থানীয় সুশাসন ও জনসেবার মান উন্নয়নে এই ফোরাম কাজ করবে। অনুষ্ঠানে জনপ্রতিনিধি, শিক্ষক, সাংবাদিক ও সমাজের বিভিন্ন শ্রেণি-পেশার মানুষ উপস্থিত ছিলেন। বাগেরহাটের দুই ইউনিয়নে নাগরিক ফোরাম গঠন করা হয়েছে। স্থানীয় সুশাসন ও জনসেবার মান উন্নয়নে এই ফোরাম কাজ করবে। অনুষ্ঠানে জনপ্রতিনিধি, শিক্ষক, সাংবাদিক ও সমাজের বিভিন্ন শ্রেণি-পেশার মানুষ উপস্থিত ছিলেন। বাগেরহাটের দুই ইউনিয়নে নাগরিক ফোরাম গঠন করা হয়েছে। স্থানীয় সুশাসন ও জনসেবার মান উন্নয়নে এই ফোরাম কাজ করবে। অনুষ্ঠানে জনপ্রতিনিধি, শিক্ষক, সাংবাদিক ও সমাজের বিভিন্ন শ্রেণি-পেশার মানুষ উপস্থিত ছিলেন। — [266, 492, 348, 570]
kishoreganj-body-col2: কিশোরগঞ্জ জেলা বিএনপির নতুন কমিটি ঘোষণা করা হয়েছে। কমিটিতে শরীফুল আলমকে সভাপতি এবং মাজহারুল ইসলামকে সাধারণ সম্পাদক করা হয়েছে। কেন্দ্রীয় কমিটির অনুমোদনক্রমে এ কমিটি ঘোষণা করা হয়। নেতাকর্মীরা নতুন নেতৃত্বকে স্বাগত জানিয়েছেন। কিশোরগঞ্জ জেলা বিএনপির নতুন কমিটি ঘোষণা করা হয়েছে। কমিটিতে শরীফুল আলমকে সভাপতি এবং মাজহারুল ইসলামকে সাধারণ সম্পাদক করা হয়েছে। কেন্দ্রীয় কমিটির অনুমোদনক্রমে এ কমিটি ঘোষণা করা হয়। নেতাকর্মীরা নতুন নেতৃত্বকে স্বাগত জানিয়েছেন। কিশোরগঞ্জ জেলা বিএনপির নতুন কমিটি ঘোষণা করা হয়েছে। কমিটিতে শরীফুল আলমকে সভাপতি এবং মাজহারুল ইসলামকে সাধারণ সম্পাদক করা হয়েছে। কেন্দ্রীয় কমিটির অনুমোদনক্রমে এ কমিটি ঘোষণা করা হয়। নেতাকর্মীরা নতুন নেতৃত্বকে স্বাগত জানিয়েছেন। — [530, 760, 598, 853]
rule-right-1 — [595, 214, 697, 215]
protest-signature: মোঃ আব্দুল হামিদ — [632, 698, 662, 703]
nagorik-body: উপজেলা স্বেচ্ছাসেবক দলের উদ্যোগে কর্মী সভা অনুষ্ঠিত হয়েছে। সভায় প্রধান অতিথি হিসেবে উপস্থিত ছিলেন জেলা নেতৃবৃন্দ। বক্তারা দলকে সুসংগঠিত করার আহ্বান জানান এবং আসন্ন নির্বাচনে ঐক্যবদ্ধভাবে কাজ করার কথা বলেন। উপজেলা স্বেচ্ছাসেবক দলের উদ্যোগে কর্মী সভা অনুষ্ঠিত হয়েছে। সভায় প্রধান অতিথি হিসেবে উপস্থিত ছিলেন জেলা নেতৃবৃন্দ। বক্তারা দলকে সুসংগঠিত করার আহ্বান জানান এবং আসন্ন নির্বাচনে ঐক্যবদ্ধভাবে কাজ করার কথা বলেন। উপজেলা স্বেচ্ছাসেবক দলের উদ্যোগে কর্মী সভা অনুষ্ঠিত হয়েছে। সভায় প্রধান অতিথি হিসেবে উপস্থিত ছিলেন জেলা নেতৃবৃন্দ। বক্তারা দলকে সুসংগঠিত করার আহ্বান জানান এবং আসন্ন নির্বাচনে ঐক্যবদ্ধভাবে কাজ করার কথা বলেন। — [350, 78, 410, 171]
rule-bagerhat-photo — [93, 464, 348, 465]
passion-main-body-col3: ঝিনাইদহের মহেশপুর উপজেলার মাহমুদুল হাসান বিদেশি প্যাশন ফল চাষ করে সফল হয়েছেন। মাত্র কয়েক বছরের ব্যবধানে তার বাগান এখন এলাকার মডেল। প্রতিদিন বিভিন্ন জায়গা থেকে মানুষ তার বাগান দেখতে আসেন। তিনি জানান, প্যাশন ফলের চাহিদা বাজারে অনেক বেশি এবং উৎপাদন খরচ তুলনামূলক কম। কৃষি কর্মকর্তারা তাকে নিয়মিত পরামর্শ দিচ্ছেন। ঝিনাইদহের মহেশপুর উপজেলার মাহমুদুল হাসান বিদেশি প্যাশন ফল চাষ করে সফল হয়েছেন। মাত্র কয়েক বছরের ব্যবধানে তার বাগান এখন এলাকার মডেল। প্রতিদিন বিভিন্ন জায়গা থেকে মানুষ তার বাগান দেখতে আসেন। তিনি জানান, প্যাশন ফলের চাহিদা বাজারে অনেক বেশি এবং উৎপাদন খরচ তুলনামূলক কম। কৃষি কর্মকর্তারা তাকে নিয়মিত পরামর্শ দিচ্ছেন। — [303, 245, 410, 296]
keshabpur-body-col3: কেন্দ্রীয় নেতার আগমনকে কেন্দ্র করে কেশবপুরে জনস্রোত সৃষ্টি হয়। সকাল থেকেই বিভিন্ন ইউনিয়ন থেকে নেতাকর্মীরা মিছিল নিয়ে সমাবেশস্থলে জড়ো হতে থাকেন। বক্তারা আগামী নির্বাচনে দলের প্রার্থীকে বিজয়ী করার আহ্বান জানান। সমাবেশে বিপুল সংখ্যক মানুষ উপস্থিত ছিলেন। কেন্দ্রীয় নেতার আগমনকে কেন্দ্র করে কেশবপুরে জনস্রোত সৃষ্টি হয়। সকাল থেকেই বিভিন্ন ইউনিয়ন থেকে নেতাকর্মীরা মিছিল নিয়ে সমাবেশস্থলে জড়ো হতে থাকেন। বক্তারা আগামী নির্বাচনে দলের প্রার্থীকে বিজয়ী করার আহ্বান জানান। সমাবেশে বিপুল সংখ্যক মানুষ উপস্থিত ছিলেন। কেন্দ্রীয় নেতার আগমনকে কেন্দ্র করে কেশবপুরে জনস্রোত সৃষ্টি হয়। সকাল থেকেই বিভিন্ন ইউনিয়ন থেকে নেতাকর্মীরা মিছিল নিয়ে সমাবেশস্থলে জড়ো হতে থাকেন। বক্তারা আগামী নির্বাচনে দলের প্রার্থীকে বিজয়ী করার আহ্বান জানান। সমাবেশে বিপুল সংখ্যক মানুষ উপস্থিত ছিলেন। কেন্দ্রীয় নেতার আগমনকে কেন্দ্র করে কেশবপুরে জনস্রোত সৃষ্টি হয়। সকাল থেকেই বিভিন্ন ইউনিয়ন থেকে নেতাকর্মীরা মিছিল নিয়ে সমাবেশস্থলে জড়ো হতে থাকেন। বক্তারা আগামী নির্বাচনে দলের প্রার্থীকে বিজয়ী করার আহ্বান জানান। সমাবেশে বিপুল সংখ্যক মানুষ উপস্থিত ছিলেন। কেন্দ্রীয় নেতার আগমনকে কেন্দ্র করে কেশবপুরে জনস্রোত সৃষ্টি হয়। সকাল থেকেই বিভিন্ন ইউনিয়ন থেকে নেতাকর্মীরা মিছিল নিয়ে সমাবেশস্থলে জড়ো হতে থাকেন। বক্তারা আগামী নির্বাচনে দলের প্রার্থীকে বিজয়ী করার আহ্বান জানান। সমাবেশে বিপুল সংখ্যক মানুষ উপস্থিত ছিলেন। — [510, 380, 590, 537]
kishoreganj-body-col1: কিশোরগঞ্জ জেলা বিএনপির নতুন কমিটি ঘোষণা করা হয়েছে। কমিটিতে শরীফুল আলমকে সভাপতি এবং মাজহারুল ইসলামকে সাধারণ সম্পাদক করা হয়েছে। কেন্দ্রীয় কমিটির অনুমোদনক্রমে এ কমিটি ঘোষণা করা হয়। নেতাকর্মীরা নতুন নেতৃত্বকে স্বাগত জানিয়েছেন। কিশোরগঞ্জ জেলা বিএনপির নতুন কমিটি ঘোষণা করা হয়েছে। কমিটিতে শরীফুল আলমকে সভাপতি এবং মাজহারুল ইসলামকে সাধারণ সম্পাদক করা হয়েছে। কেন্দ্রীয় কমিটির অনুমোদনক্রমে এ কমিটি ঘোষণা করা হয়। নেতাকর্মীরা নতুন নেতৃত্বকে স্বাগত জানিয়েছেন। কিশোরগঞ্জ জেলা বিএনপির নতুন কমিটি ঘোষণা করা হয়েছে। কমিটিতে শরীফুল আলমকে সভাপতি এবং মাজহারুল ইসলামকে সাধারণ সম্পাদক করা হয়েছে। কেন্দ্রীয় কমিটির অনুমোদনক্রমে এ কমিটি ঘোষণা করা হয়। নেতাকর্মীরা নতুন নেতৃত্বকে স্বাগত জানিয়েছেন। — [440, 767, 526, 845]
keshabpur-portrait — [418, 380, 478, 452]
passion-side-subhead: জলবায়ু পরিবর্তন সহায়ক চাষ পদ্ধতি — [2, 317, 66, 322]
keshabpur-body-col1: কেন্দ্রীয় নেতার আগমনকে কেন্দ্র করে কেশবপুরে জনস্রোত সৃষ্টি হয়। সকাল থেকেই বিভিন্ন ইউনিয়ন থেকে নেতাকর্মীরা মিছিল নিয়ে সমাবেশস্থলে জড়ো হতে থাকেন। বক্তারা আগামী নির্বাচনে দলের প্রার্থীকে বিজয়ী করার আহ্বান জানান। সমাবেশে বিপুল সংখ্যক মানুষ উপস্থিত ছিলেন। কেন্দ্রীয় নেতার আগমনকে কেন্দ্র করে কেশবপুরে জনস্রোত সৃষ্টি হয়। সকাল থেকেই বিভিন্ন ইউনিয়ন থেকে নেতাকর্মীরা মিছিল নিয়ে সমাবেশস্থলে জড়ো হতে থাকেন। বক্তারা আগামী নির্বাচনে দলের প্রার্থীকে বিজয়ী করার আহ্বান জানান। সমাবেশে বিপুল সংখ্যক মানুষ উপস্থিত ছিলেন। কেন্দ্রীয় নেতার আগমনকে কেন্দ্র করে কেশবপুরে জনস্রোত সৃষ্টি হয়। সকাল থেকেই বিভিন্ন ইউনিয়ন থেকে নেতাকর্মীরা মিছিল নিয়ে সমাবেশস্থলে জড়ো হতে থাকেন। বক্তারা আগামী নির্বাচনে দলের প্রার্থীকে বিজয়ী করার আহ্বান জানান। সমাবেশে বিপুল সংখ্যক মানুষ উপস্থিত ছিলেন। কেন্দ্রীয় নেতার আগমনকে কেন্দ্র করে কেশবপুরে জনস্রোত সৃষ্টি হয়। সকাল থেকেই বিভিন্ন ইউনিয়ন থেকে নেতাকর্মীরা মিছিল নিয়ে সমাবেশস্থলে জড়ো হতে থাকেন। বক্তারা আগামী নির্বাচনে দলের প্রার্থীকে বিজয়ী করার আহ্বান জানান। সমাবেশে বিপুল সংখ্যক মানুষ উপস্থিত ছিলেন। কেন্দ্রীয় নেতার আগমনকে কেন্দ্র করে কেশবপুরে জনস্রোত সৃষ্টি হয়। সকাল থেকেই বিভিন্ন ইউনিয়ন থেকে নেতাকর্মীরা মিছিল নিয়ে সমাবেশস্থলে জড়ো হতে থাকেন। বক্তারা আগামী নির্বাচনে দলের প্রার্থীকে বিজয়ী করার আহ্বান জানান। সমাবেশে বিপুল সংখ্যক মানুষ উপস্থিত ছিলেন। — [354, 387, 414, 594]
bagerhat-body-col1: বাগেরহাটের দুই ইউনিয়নে নাগরিক ফোরাম গঠন করা হয়েছে। স্থানীয় সুশাসন ও জনসেবার মান উন্নয়নে এই ফোরাম কাজ করবে। অনুষ্ঠানে জনপ্রতিনিধি, শিক্ষক, সাংবাদিক ও সমাজের বিভিন্ন শ্রেণি-পেশার মানুষ উপস্থিত ছিলেন। বাগেরহাটের দুই ইউনিয়নে নাগরিক ফোরাম গঠন করা হয়েছে। স্থানীয় সুশাসন ও জনসেবার মান উন্নয়নে এই ফোরাম কাজ করবে। অনুষ্ঠানে জনপ্রতিনিধি, শিক্ষক, সাংবাদিক ও সমাজের বিভিন্ন শ্রেণি-পেশার মানুষ উপস্থিত ছিলেন। বাগেরহাটের দুই ইউনিয়নে নাগরিক ফোরাম গঠন করা হয়েছে। স্থানীয় সুশাসন ও জনসেবার মান উন্নয়নে এই ফোরাম কাজ করবে। অনুষ্ঠানে জনপ্রতিনিধি, শিক্ষক, সাংবাদিক ও সমাজের বিভিন্ন শ্রেণি-পেশার মানুষ উপস্থিত ছিলেন। — [93, 499, 178, 577]
